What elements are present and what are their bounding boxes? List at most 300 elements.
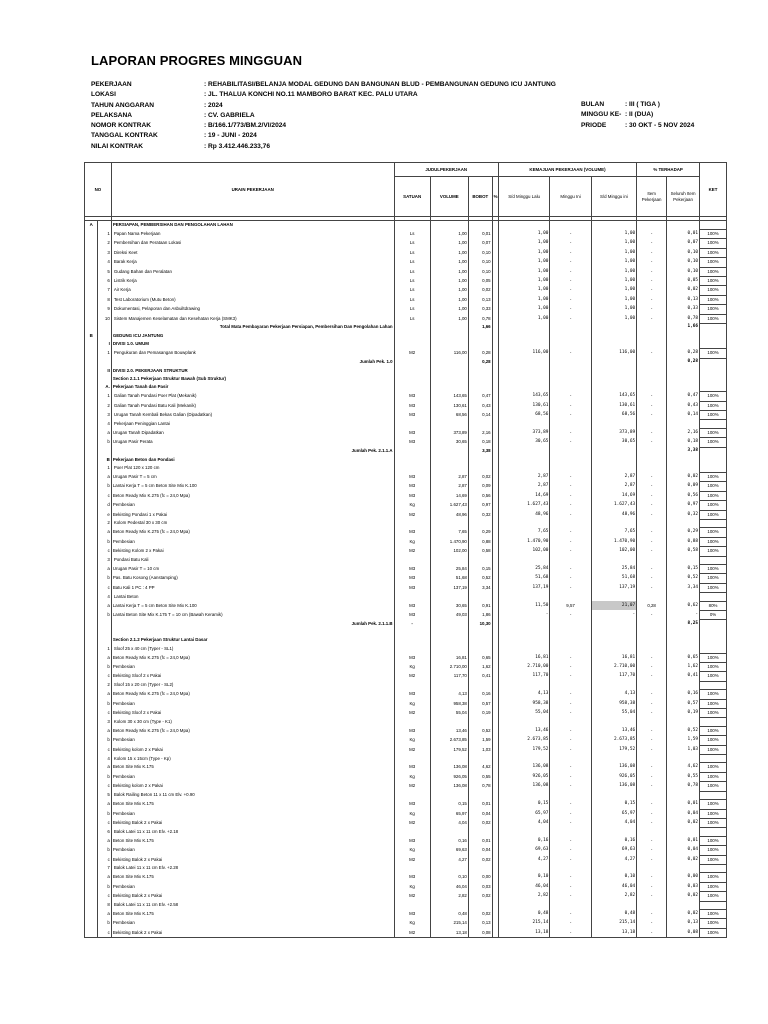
table-row xyxy=(85,620,727,628)
row-ket: 100% xyxy=(700,809,727,818)
info-label: NOMOR KONTRAK xyxy=(91,122,152,130)
row-item-pct: - xyxy=(637,846,667,855)
row-unit: M3 xyxy=(394,690,430,699)
row-volume xyxy=(430,519,468,527)
row-description: Pembesian xyxy=(111,699,394,708)
progress-table xyxy=(84,162,727,938)
info-row xyxy=(91,90,556,100)
row-unit: M3 xyxy=(394,392,430,401)
row-unit: M2 xyxy=(394,547,430,556)
row-total-pct: 0,04 xyxy=(667,809,700,818)
row-total-pct xyxy=(667,340,700,348)
row-sd-ini xyxy=(591,828,636,836)
table-row xyxy=(85,472,727,481)
row-ket: 100% xyxy=(700,818,727,827)
row-description: Bekisting kolom 2 x Pakai xyxy=(111,745,394,754)
info-row xyxy=(91,111,556,121)
row-volume: 102,00 xyxy=(430,547,468,556)
row-item-pct xyxy=(637,375,667,383)
row-unit: M3 xyxy=(394,873,430,882)
row-total-pct xyxy=(667,645,700,653)
table-row xyxy=(85,447,727,455)
row-item-pct: - xyxy=(637,726,667,735)
col-bobot: BOBOT xyxy=(468,177,492,217)
row-sd-ini: 1,00 xyxy=(591,229,636,238)
row-volume: 1,00 xyxy=(430,276,468,285)
table-row xyxy=(85,601,727,610)
row-item-pct: - xyxy=(637,873,667,882)
row-ket xyxy=(700,323,727,331)
row-total-pct: 0,52 xyxy=(667,726,700,735)
row-weight: 0,07 xyxy=(468,239,492,248)
row-sd-lalu xyxy=(498,593,550,601)
row-unit xyxy=(394,340,430,348)
row-sd-ini: 1,00 xyxy=(591,267,636,276)
row-sd-ini: 102,00 xyxy=(591,547,636,556)
row-item-pct xyxy=(637,593,667,601)
row-sd-ini: 48,96 xyxy=(591,510,636,519)
row-unit: Ls xyxy=(394,314,430,323)
row-number xyxy=(98,221,111,230)
row-description: Beton Site Mix K.175 xyxy=(111,873,394,882)
row-total-pct xyxy=(667,519,700,527)
row-sd-ini: 1,00 xyxy=(591,286,636,295)
row-weight: 1,86 xyxy=(468,610,492,619)
row-unit: M3 xyxy=(394,653,430,662)
row-volume: 2,82 xyxy=(430,892,468,901)
row-ket: 100% xyxy=(700,258,727,267)
row-ket: 100% xyxy=(700,438,727,447)
row-sd-lalu: 102,00 xyxy=(498,547,550,556)
row-ket: 100% xyxy=(700,349,727,358)
row-sd-lalu: 179,52 xyxy=(498,745,550,754)
row-number: d xyxy=(98,501,111,510)
row-number xyxy=(98,628,111,636)
row-unit xyxy=(394,358,430,366)
row-letter xyxy=(85,229,98,238)
row-sd-ini: 13,46 xyxy=(591,726,636,735)
row-description: Urugan Pasir T = 10 cm xyxy=(111,564,394,573)
row-description: GEDUNG ICU JANTUNG xyxy=(111,332,394,340)
row-volume xyxy=(430,791,468,799)
row-sd-lalu: 1,00 xyxy=(498,248,550,257)
row-number: II xyxy=(98,367,111,375)
row-description: Beton Ready Mix K.275 (fc = 24,0 Mpa) xyxy=(111,528,394,537)
row-sd-lalu: 1,00 xyxy=(498,314,550,323)
table-row xyxy=(85,248,727,257)
row-total-pct: 0,10 xyxy=(667,248,700,257)
row-unit xyxy=(394,464,430,472)
table-row xyxy=(85,375,727,383)
row-ket: 100% xyxy=(700,229,727,238)
row-unit: M3 xyxy=(394,601,430,610)
row-weight: 0,41 xyxy=(468,672,492,681)
row-description: Batu Kali 1 PC : 4 PP xyxy=(111,583,394,592)
row-volume xyxy=(430,620,468,628)
row-total-pct: 0,03 xyxy=(667,882,700,891)
row-volume: 65,97 xyxy=(430,809,468,818)
row-ket: 80% xyxy=(700,601,727,610)
row-letter xyxy=(85,610,98,619)
table-row xyxy=(85,681,727,689)
row-letter xyxy=(85,358,98,366)
row-ket: 100% xyxy=(700,491,727,500)
row-total-pct: 0,10 xyxy=(667,267,700,276)
row-description: Bekisting Sloof 2 x Pakai xyxy=(111,709,394,718)
row-ket: 100% xyxy=(700,314,727,323)
row-minggu-ini xyxy=(550,755,591,763)
row-sd-lalu: 136,08 xyxy=(498,763,550,772)
row-total-pct: 0,28 xyxy=(667,349,700,358)
row-total-pct: 0,16 xyxy=(667,690,700,699)
row-number: 2 xyxy=(98,681,111,689)
info-label: PELAKSANA xyxy=(91,111,133,119)
row-description: Bekisting Kolom 2 x Pakai xyxy=(111,547,394,556)
row-unit xyxy=(394,901,430,909)
row-letter xyxy=(85,574,98,583)
row-ket xyxy=(700,221,727,230)
row-number: 3 xyxy=(98,718,111,726)
row-sd-lalu: 2,87 xyxy=(498,472,550,481)
row-minggu-ini xyxy=(550,447,591,455)
row-sd-lalu: 130,61 xyxy=(498,401,550,410)
row-volume: 1,00 xyxy=(430,258,468,267)
row-ket xyxy=(700,791,727,799)
table-row xyxy=(85,593,727,601)
row-letter xyxy=(85,828,98,836)
row-sd-ini xyxy=(591,375,636,383)
row-sd-lalu: 25,84 xyxy=(498,564,550,573)
row-number: e xyxy=(98,510,111,519)
row-item-pct xyxy=(637,620,667,628)
row-minggu-ini: - xyxy=(550,846,591,855)
row-unit xyxy=(394,791,430,799)
row-letter xyxy=(85,314,98,323)
row-sd-lalu xyxy=(498,791,550,799)
row-sd-ini: 51,68 xyxy=(591,574,636,583)
row-sd-lalu: 1,00 xyxy=(498,258,550,267)
row-volume xyxy=(430,464,468,472)
row-item-pct xyxy=(637,681,667,689)
row-volume xyxy=(430,358,468,366)
row-total-pct: 0,02 xyxy=(667,909,700,918)
table-row xyxy=(85,332,727,340)
col-satuan: SATUAN xyxy=(394,177,430,217)
row-ket: 100% xyxy=(700,528,727,537)
row-ket: 100% xyxy=(700,653,727,662)
row-sd-lalu: 1.627,43 xyxy=(498,501,550,510)
row-minggu-ini: - xyxy=(550,286,591,295)
row-sd-lalu: 1,00 xyxy=(498,276,550,285)
row-number: a xyxy=(98,690,111,699)
row-total-pct: 0,05 xyxy=(667,276,700,285)
row-sd-lalu: 2.710,00 xyxy=(498,663,550,672)
row-description xyxy=(111,628,394,636)
row-letter xyxy=(85,791,98,799)
row-sd-lalu: 46,04 xyxy=(498,882,550,891)
row-volume xyxy=(430,221,468,230)
row-minggu-ini: - xyxy=(550,392,591,401)
row-sd-ini xyxy=(591,901,636,909)
row-minggu-ini: - xyxy=(550,745,591,754)
row-ket: 100% xyxy=(700,305,727,314)
row-minggu-ini: - xyxy=(550,699,591,708)
row-unit xyxy=(394,645,430,653)
row-unit xyxy=(394,420,430,428)
row-number: b xyxy=(98,438,111,447)
row-minggu-ini: - xyxy=(550,564,591,573)
info-value: : B/166.1/773/BM.2/VI/2024 xyxy=(204,122,287,130)
row-total-pct: 0,97 xyxy=(667,501,700,510)
row-minggu-ini xyxy=(550,323,591,331)
row-number: b xyxy=(98,809,111,818)
info-label: MINGGU KE- xyxy=(581,111,622,119)
row-sd-lalu: 1,00 xyxy=(498,305,550,314)
row-volume: 51,68 xyxy=(430,574,468,583)
row-weight: 0,02 xyxy=(468,855,492,864)
row-number: a xyxy=(98,601,111,610)
table-row xyxy=(85,564,727,573)
row-minggu-ini: - xyxy=(550,800,591,809)
row-unit: Ls xyxy=(394,286,430,295)
row-unit: M2 xyxy=(394,709,430,718)
row-weight: 0,01 xyxy=(468,800,492,809)
info-value: : II (DUA) xyxy=(625,111,654,119)
row-total-pct xyxy=(667,375,700,383)
row-sd-lalu: - xyxy=(498,610,550,619)
table-row xyxy=(85,383,727,391)
row-item-pct: - xyxy=(637,438,667,447)
row-sd-lalu xyxy=(498,519,550,527)
row-unit: M3 xyxy=(394,564,430,573)
row-volume xyxy=(430,755,468,763)
row-volume: 1.470,90 xyxy=(430,537,468,546)
table-row xyxy=(85,501,727,510)
row-number: 2 xyxy=(98,519,111,527)
row-sd-ini: 373,89 xyxy=(591,428,636,437)
row-unit xyxy=(394,828,430,836)
row-letter xyxy=(85,323,98,331)
row-volume: 0,48 xyxy=(430,909,468,918)
row-ket: 100% xyxy=(700,672,727,681)
row-sd-lalu xyxy=(498,718,550,726)
row-minggu-ini: - xyxy=(550,510,591,519)
row-ket: 100% xyxy=(700,276,727,285)
table-row xyxy=(85,901,727,909)
row-sd-ini: 136,08 xyxy=(591,763,636,772)
row-volume: 0,16 xyxy=(430,836,468,845)
row-minggu-ini: - xyxy=(550,772,591,781)
table-row xyxy=(85,791,727,799)
row-number: b xyxy=(98,919,111,928)
row-sd-ini: 1,00 xyxy=(591,258,636,267)
row-number: b xyxy=(98,699,111,708)
row-volume: 0,15 xyxy=(430,800,468,809)
row-ket: 100% xyxy=(700,501,727,510)
row-unit: Kg xyxy=(394,699,430,708)
table-row xyxy=(85,367,727,375)
table-row xyxy=(85,519,727,527)
row-sd-lalu: 2,87 xyxy=(498,482,550,491)
row-weight: 0,18 xyxy=(468,438,492,447)
row-weight: 2,16 xyxy=(468,428,492,437)
row-volume: 179,52 xyxy=(430,745,468,754)
row-ket xyxy=(700,620,727,628)
row-weight: 0,55 xyxy=(468,772,492,781)
row-volume xyxy=(430,718,468,726)
table-row xyxy=(85,574,727,583)
info-label: TANGGAL KONTRAK xyxy=(91,132,158,140)
row-sd-ini xyxy=(591,456,636,464)
row-weight: 3,38 xyxy=(468,447,492,455)
row-sd-ini: 16,81 xyxy=(591,653,636,662)
row-number: 4 xyxy=(98,258,111,267)
row-description: Balok Latei 11 x 11 cm Elv. +2.28 xyxy=(111,864,394,872)
row-total-pct: - xyxy=(667,610,700,619)
row-minggu-ini: 9,57 xyxy=(550,601,591,610)
row-sd-ini: 2,87 xyxy=(591,472,636,481)
row-unit: M3 xyxy=(394,726,430,735)
row-unit: Ls xyxy=(394,248,430,257)
row-ket xyxy=(700,340,727,348)
row-volume xyxy=(430,628,468,636)
row-sd-lalu xyxy=(498,645,550,653)
row-weight xyxy=(468,456,492,464)
row-ket: 100% xyxy=(700,401,727,410)
row-sd-lalu: 2,82 xyxy=(498,892,550,901)
row-unit xyxy=(394,332,430,340)
row-total-pct: 0,33 xyxy=(667,305,700,314)
row-weight: 0,02 xyxy=(468,818,492,827)
table-row xyxy=(85,718,727,726)
row-number: 9 xyxy=(98,305,111,314)
row-sd-lalu xyxy=(498,323,550,331)
row-weight xyxy=(468,681,492,689)
row-item-pct: - xyxy=(637,836,667,845)
row-sd-ini: 958,38 xyxy=(591,699,636,708)
row-letter xyxy=(85,340,98,348)
table-row xyxy=(85,636,727,644)
row-number: 4 xyxy=(98,755,111,763)
row-description: Beton Ready Mix K.275 (fc = 24,0 Mpa) xyxy=(111,726,394,735)
row-minggu-ini: - xyxy=(550,855,591,864)
row-minggu-ini: - xyxy=(550,663,591,672)
row-letter xyxy=(85,736,98,745)
row-letter xyxy=(85,537,98,546)
row-total-pct xyxy=(667,681,700,689)
row-letter xyxy=(85,892,98,901)
row-letter xyxy=(85,428,98,437)
row-number: 3 xyxy=(98,411,111,420)
row-total-pct: 0,32 xyxy=(667,510,700,519)
row-letter xyxy=(85,375,98,383)
info-label: TAHUN ANGGARAN xyxy=(91,101,155,109)
row-sd-ini: 1,00 xyxy=(591,295,636,304)
row-item-pct: - xyxy=(637,349,667,358)
row-weight: 0,33 xyxy=(468,305,492,314)
table-row xyxy=(85,295,727,304)
row-ket xyxy=(700,901,727,909)
row-ket: 100% xyxy=(700,267,727,276)
row-weight xyxy=(468,645,492,653)
row-number: a xyxy=(98,528,111,537)
row-item-pct xyxy=(637,864,667,872)
row-sd-lalu: 4,13 xyxy=(498,690,550,699)
row-letter xyxy=(85,636,98,644)
table-row xyxy=(85,314,727,323)
row-minggu-ini: - xyxy=(550,276,591,285)
row-minggu-ini: - xyxy=(550,528,591,537)
row-ket: 100% xyxy=(700,392,727,401)
row-minggu-ini: - xyxy=(550,349,591,358)
row-minggu-ini xyxy=(550,420,591,428)
row-total-pct: 1,03 xyxy=(667,745,700,754)
row-total-pct xyxy=(667,593,700,601)
row-sd-lalu xyxy=(498,340,550,348)
row-total-pct xyxy=(667,636,700,644)
row-ket xyxy=(700,375,727,383)
table-row xyxy=(85,229,727,238)
row-sd-ini: 1,00 xyxy=(591,276,636,285)
row-sd-lalu xyxy=(498,556,550,564)
row-description: Direksi Keet xyxy=(111,248,394,257)
row-volume: 13,18 xyxy=(430,928,468,937)
table-row xyxy=(85,239,727,248)
row-weight: 1,59 xyxy=(468,736,492,745)
row-ket: 100% xyxy=(700,239,727,248)
row-total-pct: 3,38 xyxy=(667,447,700,455)
row-letter xyxy=(85,901,98,909)
row-weight xyxy=(468,901,492,909)
row-sd-lalu: 373,89 xyxy=(498,428,550,437)
row-weight: 0,02 xyxy=(468,909,492,918)
row-description: Beton Ready Mix K.275 (fc = 24,0 Mpa) xyxy=(111,653,394,662)
row-minggu-ini: - xyxy=(550,411,591,420)
row-total-pct: 0,78 xyxy=(667,314,700,323)
row-item-pct: - xyxy=(637,564,667,573)
row-unit xyxy=(394,593,430,601)
row-sd-lalu: 0,48 xyxy=(498,909,550,918)
row-sd-ini: 2.710,00 xyxy=(591,663,636,672)
row-minggu-ini: - xyxy=(550,537,591,546)
row-description: DIVISI 1.0. UMUM xyxy=(111,340,394,348)
col-no: NO xyxy=(85,163,112,217)
row-ket xyxy=(700,718,727,726)
row-sd-lalu xyxy=(498,383,550,391)
table-row xyxy=(85,583,727,592)
row-volume xyxy=(430,901,468,909)
row-minggu-ini: - xyxy=(550,583,591,592)
row-letter xyxy=(85,401,98,410)
row-number: b xyxy=(98,482,111,491)
table-row xyxy=(85,882,727,891)
row-total-pct: 0,88 xyxy=(667,537,700,546)
row-weight: 0,10 xyxy=(468,258,492,267)
row-item-pct: - xyxy=(637,428,667,437)
row-total-pct: 0,08 xyxy=(667,928,700,937)
row-minggu-ini: - xyxy=(550,928,591,937)
row-total-pct: 0,65 xyxy=(667,653,700,662)
row-description: Jumlah Pek. 2.1.1.B xyxy=(111,620,394,628)
row-minggu-ini xyxy=(550,519,591,527)
row-item-pct: - xyxy=(637,699,667,708)
row-volume: 2.673,85 xyxy=(430,736,468,745)
row-number: 5 xyxy=(98,791,111,799)
row-minggu-ini xyxy=(550,367,591,375)
row-ket: 100% xyxy=(700,510,727,519)
row-sd-ini: 46,04 xyxy=(591,882,636,891)
row-number: c xyxy=(98,818,111,827)
